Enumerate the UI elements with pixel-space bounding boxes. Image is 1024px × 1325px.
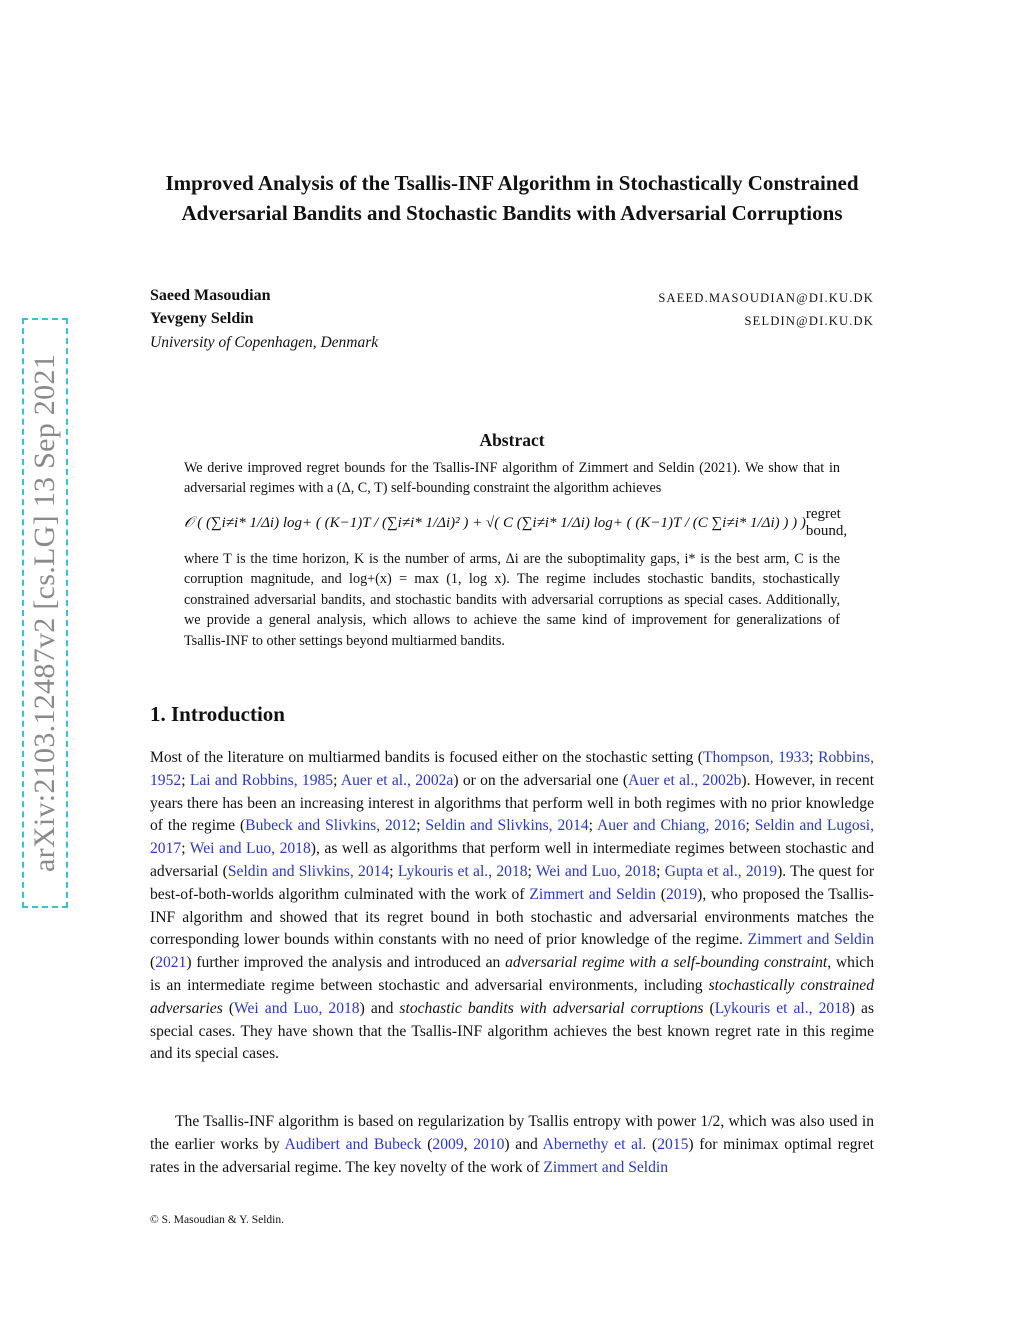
citation-link[interactable]: Audibert and Bubeck: [284, 1135, 422, 1153]
emphasized-text: stochastically constrained adversaries: [150, 976, 874, 1017]
citation-link[interactable]: Auer et al., 2002b: [628, 771, 742, 789]
body-text-run: (: [703, 999, 715, 1017]
citation-link[interactable]: Auer et al., 2002a: [340, 771, 454, 789]
copyright-footer: © S. Masoudian & Y. Seldin.: [150, 1214, 284, 1226]
body-text-run: ) further improved the analysis and introduced an: [186, 954, 506, 972]
paper-title: Improved Analysis of the Tsallis-INF Algorithm in Stochastically Constrained Adversarial Bandits and Stochastic Bandits with Adversarial Corruptions: [165, 171, 859, 225]
body-text-run: ;: [181, 771, 190, 789]
body-text-run: ), as well as algorithms that perform well in intermediate regimes between stochastic and adversarial (: [150, 840, 875, 880]
citation-link[interactable]: Bubeck and Slivkins, 2012: [245, 817, 417, 835]
citation-link[interactable]: Thompson, 1933: [703, 749, 810, 766]
body-text-run: ;: [745, 817, 755, 835]
section-title: Introduction: [171, 702, 285, 726]
author-email[interactable]: SAEED.MASOUDIAN@DI.KU.DK: [658, 291, 874, 305]
body-text-run: ;: [333, 771, 341, 789]
body-text-run: ;: [389, 862, 398, 880]
citation-link[interactable]: Wei and Luo, 2018: [234, 999, 360, 1017]
body-text-run: ;: [416, 817, 426, 835]
citation-link[interactable]: Seldin and Lugosi, 2017: [150, 817, 875, 858]
body-text-run: ) as special cases. They have shown that the Tsallis-INF algorithm achieves the best known regret rate in this regime and its special cases.: [150, 999, 875, 1063]
citation-link[interactable]: Abernethy et al.: [542, 1135, 647, 1153]
introduction-paragraph-2: [150, 1111, 874, 1179]
citation-link[interactable]: Zimmert and Seldin: [747, 931, 874, 949]
citation-link[interactable]: 2019: [665, 885, 698, 903]
body-text-run: (: [421, 1135, 433, 1153]
body-text-run: ), who proposed the Tsallis-INF algorithm and showed that its regret bound in both stochastic and adversarial environments matches the corresponding lower bounds within constants with no need of prior knowledge of the regime.: [150, 885, 874, 949]
arxiv-sidebar-stamp: [22, 318, 68, 908]
arxiv-identifier: arXiv:2103.12487v2 [cs.LG] 13 Sep 2021: [28, 353, 62, 873]
citation-link[interactable]: 2021: [155, 954, 187, 972]
citation-link[interactable]: Seldin and Slivkins, 2014: [425, 817, 589, 835]
regret-bound-formula: 𝒪 ( (∑i≠i* 1/Δi) log+ ( (K−1)T / (∑i≠i* 1/Δi)² ) + √( C (∑i≠i* 1/Δi) log+ ( (K−1)T / (C ∑i≠i* 1/Δi) ) ) ): [184, 515, 806, 531]
author-name: Yevgeny Seldin: [150, 310, 254, 327]
citation-link[interactable]: Lykouris et al., 2018: [397, 862, 528, 880]
citation-link[interactable]: 2015: [657, 1135, 689, 1153]
section-number: 1.: [150, 702, 166, 726]
introduction-paragraph-1: [150, 747, 874, 1066]
body-text-run: ;: [656, 862, 665, 880]
abstract-heading: Abstract: [479, 430, 545, 450]
author-name: Saeed Masoudian: [150, 287, 271, 304]
citation-link[interactable]: Zimmert and Seldin: [543, 1158, 669, 1176]
body-text-run: ). The quest for best-of-both-worlds algorithm culminated with the work of: [150, 862, 875, 903]
body-text-run: (: [646, 1135, 658, 1153]
body-text-run: (: [150, 954, 156, 972]
citation-link[interactable]: Wei and Luo, 2018: [535, 862, 657, 880]
body-text-run: ) and: [504, 1135, 543, 1153]
regret-bound-formula-line: [184, 500, 848, 546]
body-text-run: The Tsallis-INF algorithm is based on regularization by Tsallis entropy with power 1/2, which was also used in the earlier works by: [150, 1113, 874, 1153]
body-text-run: ) and: [359, 999, 400, 1017]
citation-link[interactable]: 2009: [432, 1135, 464, 1153]
citation-link[interactable]: Lai and Robbins, 1985: [189, 771, 334, 789]
emphasized-text: stochastic bandits with adversarial corruptions: [399, 999, 704, 1017]
affiliation: University of Copenhagen, Denmark: [150, 334, 379, 351]
body-text-run: , which is an intermediate regime between stochastic and adversarial environments, including: [150, 954, 875, 994]
body-text-run: ;: [809, 749, 819, 766]
abstract-text-intro: We derive improved regret bounds for the Tsallis-INF algorithm of Zimmert and Seldin (2021). We show that in adversarial regimes with a (Δ, C, T) self-bounding constraint the algorithm achieves: [184, 460, 840, 497]
citation-link[interactable]: Seldin and Slivkins, 2014: [227, 862, 390, 880]
formula-suffix: regret bound,: [805, 506, 848, 539]
citation-link[interactable]: Lykouris et al., 2018: [714, 999, 850, 1017]
body-text-run: Most of the literature on multiarmed bandits is focused either on the stochastic setting (: [150, 749, 703, 766]
citation-link[interactable]: Wei and Luo, 2018: [189, 840, 311, 858]
section-heading-introduction: [150, 702, 285, 727]
body-text-run: ). However, in recent years there has been an increasing interest in algorithms that perform well in both regimes with no prior knowledge of the regime (: [150, 771, 875, 835]
body-text-run: ) or on the adversarial one (: [453, 771, 629, 789]
emphasized-text: adversarial regime with a self-bounding constraint: [505, 954, 828, 972]
citation-link[interactable]: Robbins, 1952: [150, 749, 874, 789]
citation-link[interactable]: Gupta et al., 2019: [664, 862, 778, 880]
citation-link[interactable]: 2010: [473, 1135, 505, 1153]
abstract-text-body: where T is the time horizon, K is the number of arms, Δi are the suboptimality gaps, i* is the best arm, C is the corruption magnitude, and log+(x) = max (1, log x). The regime includes stochastic bandits, stochastically constrained adversarial bandits, and stochastic bandits with adversarial corruptions as special cases. Additionally, we provide a general analysis, which allows to achieve the same kind of improvement for generalizations of Tsallis-INF to other settings beyond multiarmed bandits.: [184, 551, 840, 649]
citation-link[interactable]: Auer and Chiang, 2016: [597, 817, 746, 835]
body-text-run: ,: [463, 1135, 474, 1153]
body-text-run: ;: [527, 862, 536, 880]
body-text-run: ;: [588, 817, 597, 835]
body-text-run: ;: [181, 840, 190, 858]
citation-link[interactable]: Zimmert and Seldin: [529, 885, 656, 903]
body-text-run: (: [655, 885, 666, 903]
body-text-run: (: [222, 999, 235, 1017]
author-email[interactable]: SELDIN@DI.KU.DK: [744, 314, 874, 328]
body-text-run: ) for minimax optimal regret rates in the adversarial regime. The key novelty of the work of: [150, 1135, 874, 1176]
